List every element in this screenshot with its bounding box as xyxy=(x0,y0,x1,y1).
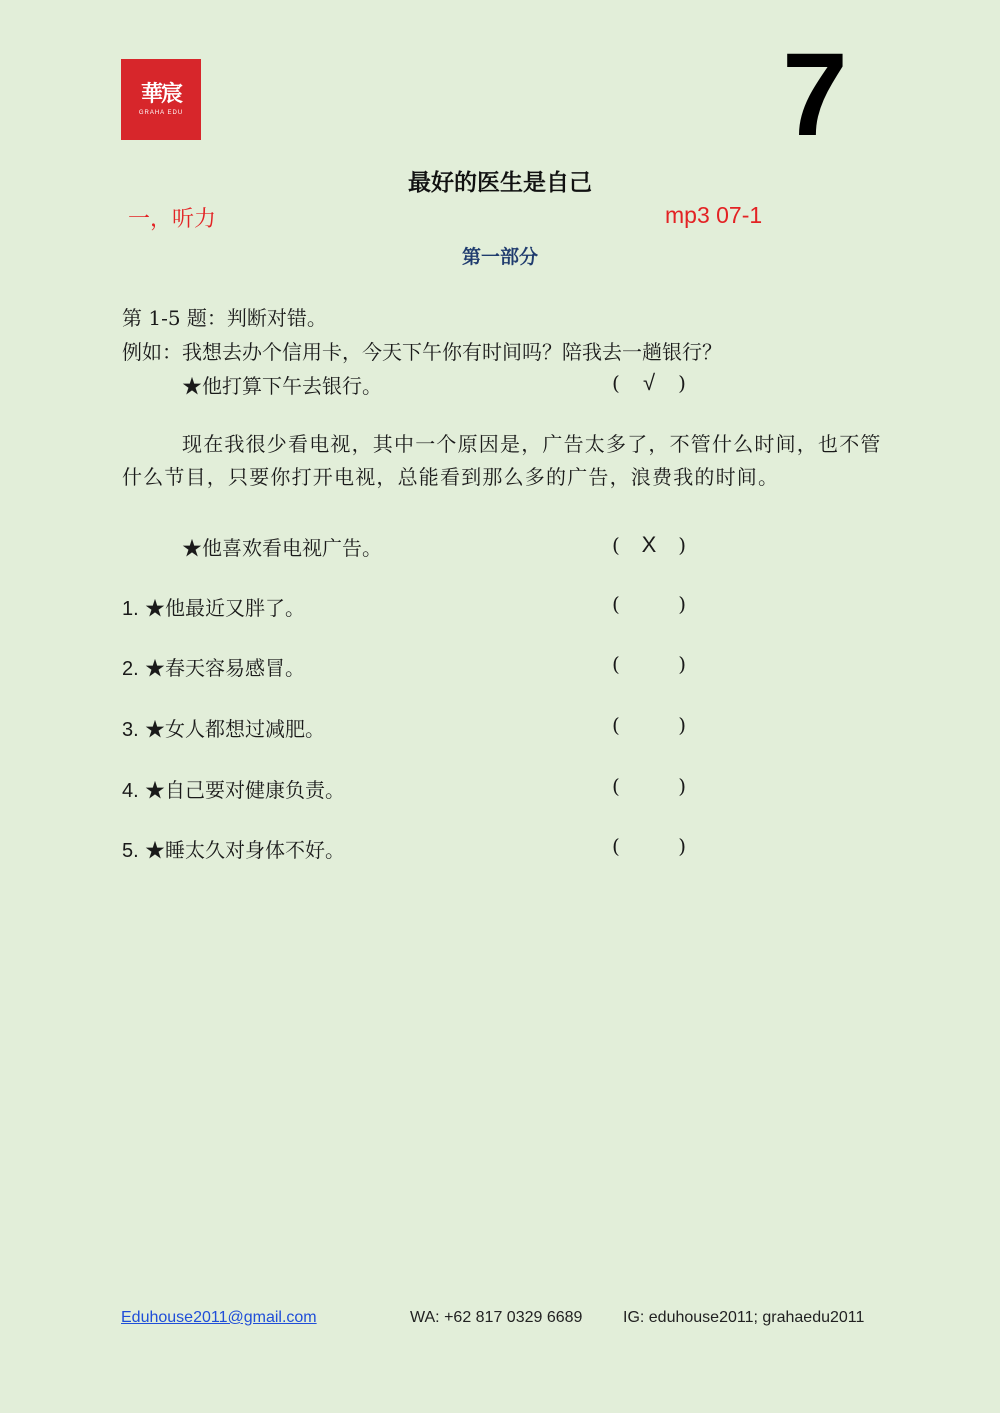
question-number: 2. xyxy=(122,658,139,680)
question-3 xyxy=(122,713,325,742)
footer-whatsapp: WA: +62 817 0329 6689 xyxy=(410,1309,583,1326)
answer-box-5[interactable] xyxy=(612,834,686,858)
footer-email-link[interactable]: Eduhouse2011@gmail.com xyxy=(121,1309,317,1326)
paren-open: ( xyxy=(612,713,620,737)
question-text: ★他最近又胖了。 xyxy=(145,596,306,620)
paren-close: ) xyxy=(678,713,686,737)
paren-open: ( xyxy=(612,834,620,858)
footer-instagram: IG: eduhouse2011; grahaedu2011 xyxy=(623,1309,865,1326)
section-label: 一，听力 xyxy=(128,207,217,232)
page-title: 最好的医生是自己 xyxy=(408,169,592,196)
answer-box-2[interactable] xyxy=(612,652,686,676)
example-answer: √ xyxy=(642,370,656,395)
lesson-number: 7 xyxy=(782,29,848,161)
question-5 xyxy=(122,834,345,863)
instructions: 第 1-5 题：判断对错。 xyxy=(122,306,327,330)
question-text: ★春天容易感冒。 xyxy=(145,656,306,680)
example2-answer-box xyxy=(612,532,686,558)
paren-close: ) xyxy=(678,371,686,395)
example-answer-box xyxy=(612,370,686,396)
question-1 xyxy=(122,592,305,621)
question-text: ★睡太久对身体不好。 xyxy=(145,838,346,862)
logo-mark: 華宸 xyxy=(140,81,181,107)
logo xyxy=(121,59,201,140)
logo-subtitle: GRAHA EDU xyxy=(138,109,184,116)
answer-box-3[interactable] xyxy=(612,713,686,737)
question-text: ★女人都想过减肥。 xyxy=(145,717,326,741)
question-number: 3. xyxy=(122,719,139,741)
question-text: ★自己要对健康负责。 xyxy=(145,778,346,802)
answer-box-1[interactable] xyxy=(612,592,686,616)
question-number: 1. xyxy=(122,598,139,620)
paren-open: ( xyxy=(612,652,620,676)
part-heading: 第一部分 xyxy=(461,246,538,268)
paren-open: ( xyxy=(612,774,620,798)
paren-close: ) xyxy=(678,592,686,616)
answer-box-4[interactable] xyxy=(612,774,686,798)
paren-close: ) xyxy=(678,774,686,798)
audio-label: mp3 07-1 xyxy=(665,202,763,228)
example-passage: 现在我很少看电视，其中一个原因是，广告太多了，不管什么时间，也不管什么节目，只要你打开电视，总能看到那么多的广告，浪费我的时间。 xyxy=(122,432,882,489)
example2-answer: X xyxy=(641,532,657,557)
example2-statement: ★他喜欢看电视广告。 xyxy=(182,536,382,560)
paren-open: ( xyxy=(612,533,620,557)
paren-close: ) xyxy=(678,533,686,557)
example-prompt: 例如：我想去办个信用卡，今天下午你有时间吗？陪我去一趟银行？ xyxy=(122,340,722,364)
question-4 xyxy=(122,774,345,803)
question-number: 5. xyxy=(122,840,139,862)
example-statement: ★他打算下午去银行。 xyxy=(182,374,382,398)
paren-close: ) xyxy=(678,652,686,676)
question-number: 4. xyxy=(122,780,139,802)
paren-open: ( xyxy=(612,371,620,395)
paren-open: ( xyxy=(612,592,620,616)
paren-close: ) xyxy=(678,834,686,858)
question-2 xyxy=(122,652,305,681)
